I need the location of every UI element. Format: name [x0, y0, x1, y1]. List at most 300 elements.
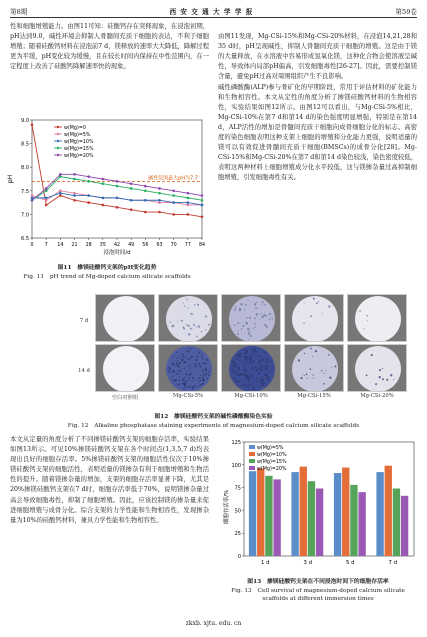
stain-spot	[239, 323, 240, 324]
well-drawing	[222, 295, 281, 342]
stain-spot	[239, 360, 240, 361]
stain-spot	[199, 365, 201, 367]
stain-spot	[259, 319, 260, 320]
stain-spot	[244, 350, 245, 351]
stain-spot	[201, 352, 202, 353]
bar	[350, 485, 357, 556]
stain-spot	[172, 376, 174, 378]
staining-well-image	[347, 294, 407, 342]
stain-spot	[312, 356, 313, 357]
stain-spot	[359, 310, 361, 312]
stain-spot	[179, 356, 180, 357]
stain-spot	[248, 386, 249, 387]
right-top-paragraph	[218, 22, 417, 194]
well-drawing	[285, 295, 344, 342]
stain-spot	[186, 387, 187, 388]
stain-spot	[249, 362, 251, 364]
stain-spot	[239, 353, 241, 355]
data-point	[59, 190, 62, 193]
stain-spot	[262, 301, 264, 303]
stain-spot	[256, 302, 258, 304]
stain-spot	[254, 389, 255, 390]
legend-marker	[57, 133, 59, 135]
x-tick-label: 28	[85, 243, 92, 248]
stain-spot	[328, 305, 330, 307]
row-label-14d: 14 d	[78, 368, 90, 374]
stain-spot	[201, 363, 202, 364]
staining-well-image	[158, 344, 218, 392]
data-point	[45, 190, 48, 193]
bar	[291, 472, 298, 556]
stain-spot	[234, 365, 236, 367]
stain-spot	[260, 377, 262, 379]
stain-spot	[174, 380, 176, 382]
y-tick-label: 8.0	[21, 165, 29, 172]
stain-spot	[194, 304, 195, 305]
stain-spot	[270, 317, 271, 318]
data-point	[73, 178, 76, 181]
stain-spot	[190, 328, 192, 330]
legend-label: w(Mg)=15%	[64, 146, 94, 152]
stain-spot	[262, 366, 263, 367]
ph-line-chart	[6, 114, 208, 262]
stain-spot	[239, 355, 241, 357]
stain-spot	[247, 317, 248, 318]
stain-spot	[252, 354, 253, 355]
stain-spot	[244, 369, 246, 371]
stain-spot	[202, 383, 204, 385]
row-label-7d: 7 d	[79, 318, 89, 324]
data-point	[45, 187, 48, 190]
data-point	[59, 192, 62, 195]
stain-spot	[235, 381, 237, 383]
stain-spot	[185, 356, 187, 358]
stain-spot	[249, 317, 251, 319]
well-disc	[229, 296, 275, 342]
stain-spot	[261, 359, 263, 361]
stain-spot	[249, 377, 250, 378]
stain-spot	[247, 386, 248, 387]
stain-spot	[170, 372, 171, 373]
data-point	[87, 180, 90, 183]
stain-spot	[265, 315, 267, 317]
data-point	[116, 180, 119, 183]
y-tick-label: 0	[237, 554, 241, 560]
stain-spot	[176, 351, 178, 353]
stain-spot	[179, 363, 181, 365]
stain-spot	[205, 369, 207, 371]
stain-spot	[235, 306, 237, 308]
x-tick-label: 70	[170, 243, 177, 248]
stain-spot	[375, 383, 377, 385]
stain-spot	[260, 361, 261, 362]
y-tick-label: 75	[234, 485, 241, 492]
stain-spot	[241, 385, 243, 387]
stain-spot	[182, 302, 183, 303]
stain-spot	[253, 349, 255, 351]
legend-label: w(Mg)=5%	[257, 445, 284, 451]
stain-spot	[246, 369, 247, 370]
bar	[265, 476, 272, 556]
data-point	[45, 197, 48, 200]
stain-spot	[237, 374, 239, 376]
stain-spot	[238, 369, 240, 371]
stain-spot	[188, 386, 190, 388]
stain-spot	[198, 377, 200, 379]
stain-spot	[200, 384, 202, 386]
bar	[257, 468, 264, 556]
stain-spot	[177, 370, 178, 371]
stain-spot	[198, 352, 200, 354]
staining-well-image	[158, 294, 218, 342]
well-drawing	[96, 345, 155, 392]
stain-spot	[262, 379, 264, 381]
stain-spot	[237, 333, 239, 335]
stain-spot	[263, 314, 265, 316]
stain-spot	[190, 348, 192, 350]
well-disc	[229, 346, 275, 392]
stain-spot	[202, 377, 204, 379]
bar	[393, 489, 400, 556]
stain-spot	[197, 386, 199, 388]
stain-spot	[188, 351, 190, 353]
stain-spot	[188, 325, 190, 327]
stain-spot	[237, 355, 239, 357]
y-tick-label: 125	[231, 440, 241, 446]
stain-spot	[258, 372, 260, 374]
bar	[358, 492, 365, 556]
stain-spot	[168, 367, 170, 369]
stain-spot	[265, 368, 266, 369]
data-point	[102, 197, 105, 200]
stain-spot	[184, 367, 186, 369]
stain-spot	[197, 337, 198, 338]
stain-spot	[245, 378, 247, 380]
data-point	[172, 194, 175, 197]
data-point	[45, 204, 48, 207]
stain-spot	[198, 325, 200, 327]
stain-spot	[187, 307, 188, 308]
stain-spot	[176, 362, 178, 364]
stain-spot	[301, 377, 303, 379]
y-tick-label: 50	[234, 508, 241, 515]
stain-spot	[205, 329, 206, 330]
stain-spot	[266, 361, 268, 363]
stain-spot	[303, 322, 305, 324]
stain-spot	[179, 380, 180, 381]
stain-spot	[185, 373, 187, 375]
fig11-caption-en: Fig. 11 pH trend of Mg-doped calcium silicate scaffolds	[23, 273, 191, 280]
stain-spot	[312, 374, 313, 375]
stain-spot	[254, 373, 255, 374]
stain-spot	[298, 359, 300, 361]
page-number-left: 第8期	[10, 7, 28, 16]
stain-spot	[253, 354, 255, 356]
stain-spot	[260, 385, 261, 386]
stain-spot	[201, 353, 202, 354]
stain-spot	[188, 358, 190, 360]
column-label: Mg-CSi-5%	[172, 393, 204, 399]
stain-spot	[245, 359, 247, 361]
data-point	[158, 211, 161, 214]
data-point	[73, 194, 76, 197]
stain-spot	[250, 335, 252, 337]
stain-spot	[235, 311, 236, 312]
x-tick-label: 84	[198, 243, 206, 248]
stain-spot	[379, 376, 381, 378]
stain-spot	[179, 357, 180, 358]
data-point	[31, 199, 34, 202]
stain-spot	[232, 371, 233, 372]
stain-spot	[256, 316, 257, 317]
data-point	[73, 173, 76, 176]
data-point	[201, 194, 204, 197]
stain-spot	[371, 354, 373, 356]
stain-spot	[247, 361, 248, 362]
stain-spot	[244, 356, 245, 357]
stain-spot	[231, 369, 233, 371]
legend-label: w(Mg)=0	[64, 125, 86, 131]
stain-spot	[238, 330, 239, 331]
stain-spot	[196, 379, 197, 380]
stain-spot	[231, 361, 233, 363]
stain-spot	[257, 382, 258, 383]
bar	[249, 471, 256, 556]
stain-spot	[252, 361, 254, 363]
data-point	[130, 208, 133, 211]
stain-spot	[202, 374, 203, 375]
x-tick-label: 14	[57, 243, 64, 248]
bar	[300, 467, 307, 556]
stain-spot	[208, 371, 210, 373]
stain-spot	[190, 358, 191, 359]
stain-spot	[252, 367, 254, 369]
stain-spot	[189, 375, 190, 376]
stain-spot	[266, 364, 268, 366]
stain-spot	[250, 359, 252, 361]
staining-well-image	[95, 344, 155, 392]
stain-spot	[232, 365, 234, 367]
stain-spot	[264, 313, 265, 314]
bar	[308, 481, 315, 556]
stain-spot	[326, 370, 327, 371]
stain-spot	[177, 365, 178, 366]
stain-spot	[253, 363, 254, 364]
left-top-text: 性和细胞增殖能力。由图11可知：硅酸钙存在突释现象，在浸泡初期，pH达到9.0，碱性环境会抑制人骨髓间充质干细胞的表达，不利于细胞增殖；随着硅酸钙材料在浸泡前7 d，镁释放的速率大大降低，降解过程更为平缓，pH变化较为缓慢，且在较长时间内保持在中性范围内，在一定程度上改善了硅酸钙降解速率快的现象。	[10, 23, 209, 71]
stain-spot	[179, 377, 181, 379]
data-point	[144, 185, 147, 188]
data-point	[187, 192, 190, 195]
data-point	[130, 199, 133, 202]
stain-spot	[205, 362, 206, 363]
data-point	[144, 211, 147, 214]
stain-spot	[183, 327, 185, 329]
stain-spot	[172, 362, 173, 363]
bar	[273, 479, 280, 556]
stain-spot	[321, 370, 322, 371]
stain-spot	[191, 356, 193, 358]
stain-spot	[202, 372, 203, 373]
stain-spot	[272, 368, 274, 370]
fig11-caption-zh: 图11 掺镁硅酸钙支架的pH变化趋势	[57, 265, 157, 271]
bar	[316, 489, 323, 556]
stain-spot	[331, 367, 332, 368]
stain-spot	[186, 324, 188, 326]
data-point	[31, 197, 34, 200]
stain-spot	[177, 357, 178, 358]
stain-spot	[267, 378, 269, 380]
stain-spot	[265, 366, 267, 368]
data-point	[87, 194, 90, 197]
well-drawing	[285, 345, 344, 392]
stain-spot	[187, 349, 188, 350]
stain-spot	[257, 385, 258, 386]
stain-spot	[304, 303, 305, 304]
stain-spot	[179, 351, 180, 352]
well-disc	[292, 296, 338, 342]
legend-label: w(Mg)=15%	[257, 459, 287, 465]
fig12-caption-zh: 图12 掺镁硅酸钙支架的碱性磷酸酶染色实验	[154, 414, 273, 420]
column-label: 空白对照组	[111, 395, 139, 401]
stain-spot	[366, 315, 368, 317]
y-tick-label: 8.5	[21, 141, 29, 148]
data-point	[172, 201, 175, 204]
stain-spot	[393, 379, 394, 380]
data-point	[158, 199, 161, 202]
stain-spot	[271, 318, 273, 320]
stain-spot	[241, 332, 242, 333]
staining-well-image	[95, 294, 155, 342]
volume-number: 第59卷	[395, 7, 417, 16]
stain-spot	[184, 306, 185, 307]
stain-spot	[262, 384, 264, 386]
stain-spot	[182, 368, 183, 369]
fig13-caption	[218, 578, 418, 604]
stain-spot	[234, 377, 236, 379]
legend-swatch	[249, 466, 255, 470]
y-tick-label: 100	[231, 462, 241, 469]
x-tick-label: 56	[142, 243, 149, 248]
data-point	[187, 201, 190, 204]
stain-spot	[256, 307, 258, 309]
stain-spot	[187, 380, 188, 381]
stain-spot	[239, 374, 241, 376]
stain-spot	[237, 322, 239, 324]
data-point	[59, 194, 62, 197]
data-point	[116, 185, 119, 188]
stain-spot	[205, 315, 207, 317]
stain-spot	[252, 377, 254, 379]
staining-well-image	[284, 294, 344, 342]
data-point	[31, 194, 34, 197]
stain-spot	[262, 383, 264, 385]
stain-spot	[252, 348, 254, 350]
well-drawing	[348, 295, 407, 342]
x-tick-label: 42	[113, 243, 121, 248]
bar	[342, 468, 349, 556]
stain-spot	[196, 326, 197, 327]
stain-spot	[268, 372, 269, 373]
stain-spot	[235, 374, 236, 375]
stain-spot	[329, 376, 331, 378]
stain-spot	[386, 379, 388, 381]
stain-spot	[366, 374, 368, 376]
stain-spot	[261, 313, 262, 314]
stain-spot	[203, 363, 205, 365]
stain-spot	[250, 375, 252, 377]
x-tick-label: 0	[30, 243, 34, 248]
legend-label: w(Mg)=20%	[257, 466, 287, 472]
stain-spot	[261, 385, 262, 386]
stain-spot	[261, 304, 262, 305]
data-point	[172, 213, 175, 216]
legend-label: w(Mg)=20%	[64, 153, 94, 159]
data-point	[201, 204, 204, 207]
stain-spot	[307, 378, 308, 379]
stain-spot	[260, 356, 261, 357]
legend-marker	[57, 126, 59, 128]
bar	[401, 496, 408, 556]
stain-spot	[252, 386, 253, 387]
stain-spot	[266, 326, 268, 328]
well-disc	[292, 346, 338, 392]
stain-spot	[382, 378, 384, 380]
stain-spot	[245, 363, 246, 364]
stain-spot	[245, 305, 246, 306]
stain-spot	[203, 375, 205, 377]
well-drawing	[222, 345, 281, 392]
stain-spot	[258, 335, 259, 336]
stain-spot	[328, 354, 330, 356]
stain-spot	[247, 376, 248, 377]
stain-spot	[240, 303, 242, 305]
reference-annotation: 碱性范围最大pH为7.7	[148, 175, 198, 182]
fig13-caption-zh: 图13 掺镁硅酸钙支架在不同浸泡时间下的细胞存活率	[247, 579, 389, 585]
x-tick-label: 7	[44, 243, 48, 248]
x-tick-label: 35	[99, 243, 106, 248]
stain-spot	[177, 383, 179, 385]
x-tick-label: 7 d	[388, 560, 397, 566]
stain-spot	[318, 301, 319, 302]
stain-spot	[266, 378, 268, 380]
stain-spot	[195, 366, 197, 368]
bar	[385, 466, 392, 556]
stain-spot	[196, 386, 197, 387]
well-disc	[103, 296, 149, 342]
stain-spot	[254, 323, 256, 325]
stain-spot	[248, 333, 250, 335]
stain-spot	[168, 371, 170, 373]
journal-title: 西 安 交 通 大 学 学 报	[169, 7, 254, 16]
stain-spot	[248, 299, 249, 300]
page-header	[10, 4, 417, 18]
stain-spot	[324, 373, 325, 374]
stain-spot	[249, 382, 250, 383]
stain-spot	[199, 379, 201, 381]
stain-spot	[245, 352, 246, 353]
stain-spot	[184, 380, 186, 382]
stain-spot	[182, 356, 184, 358]
stain-spot	[177, 322, 178, 323]
y-tick-label: 7.5	[21, 188, 29, 195]
stain-spot	[184, 377, 185, 378]
stain-spot	[180, 370, 181, 371]
x-tick-label: 63	[156, 243, 163, 248]
stain-spot	[244, 309, 245, 310]
stain-spot	[264, 304, 266, 306]
well-drawing	[159, 295, 218, 342]
stain-spot	[243, 373, 245, 375]
